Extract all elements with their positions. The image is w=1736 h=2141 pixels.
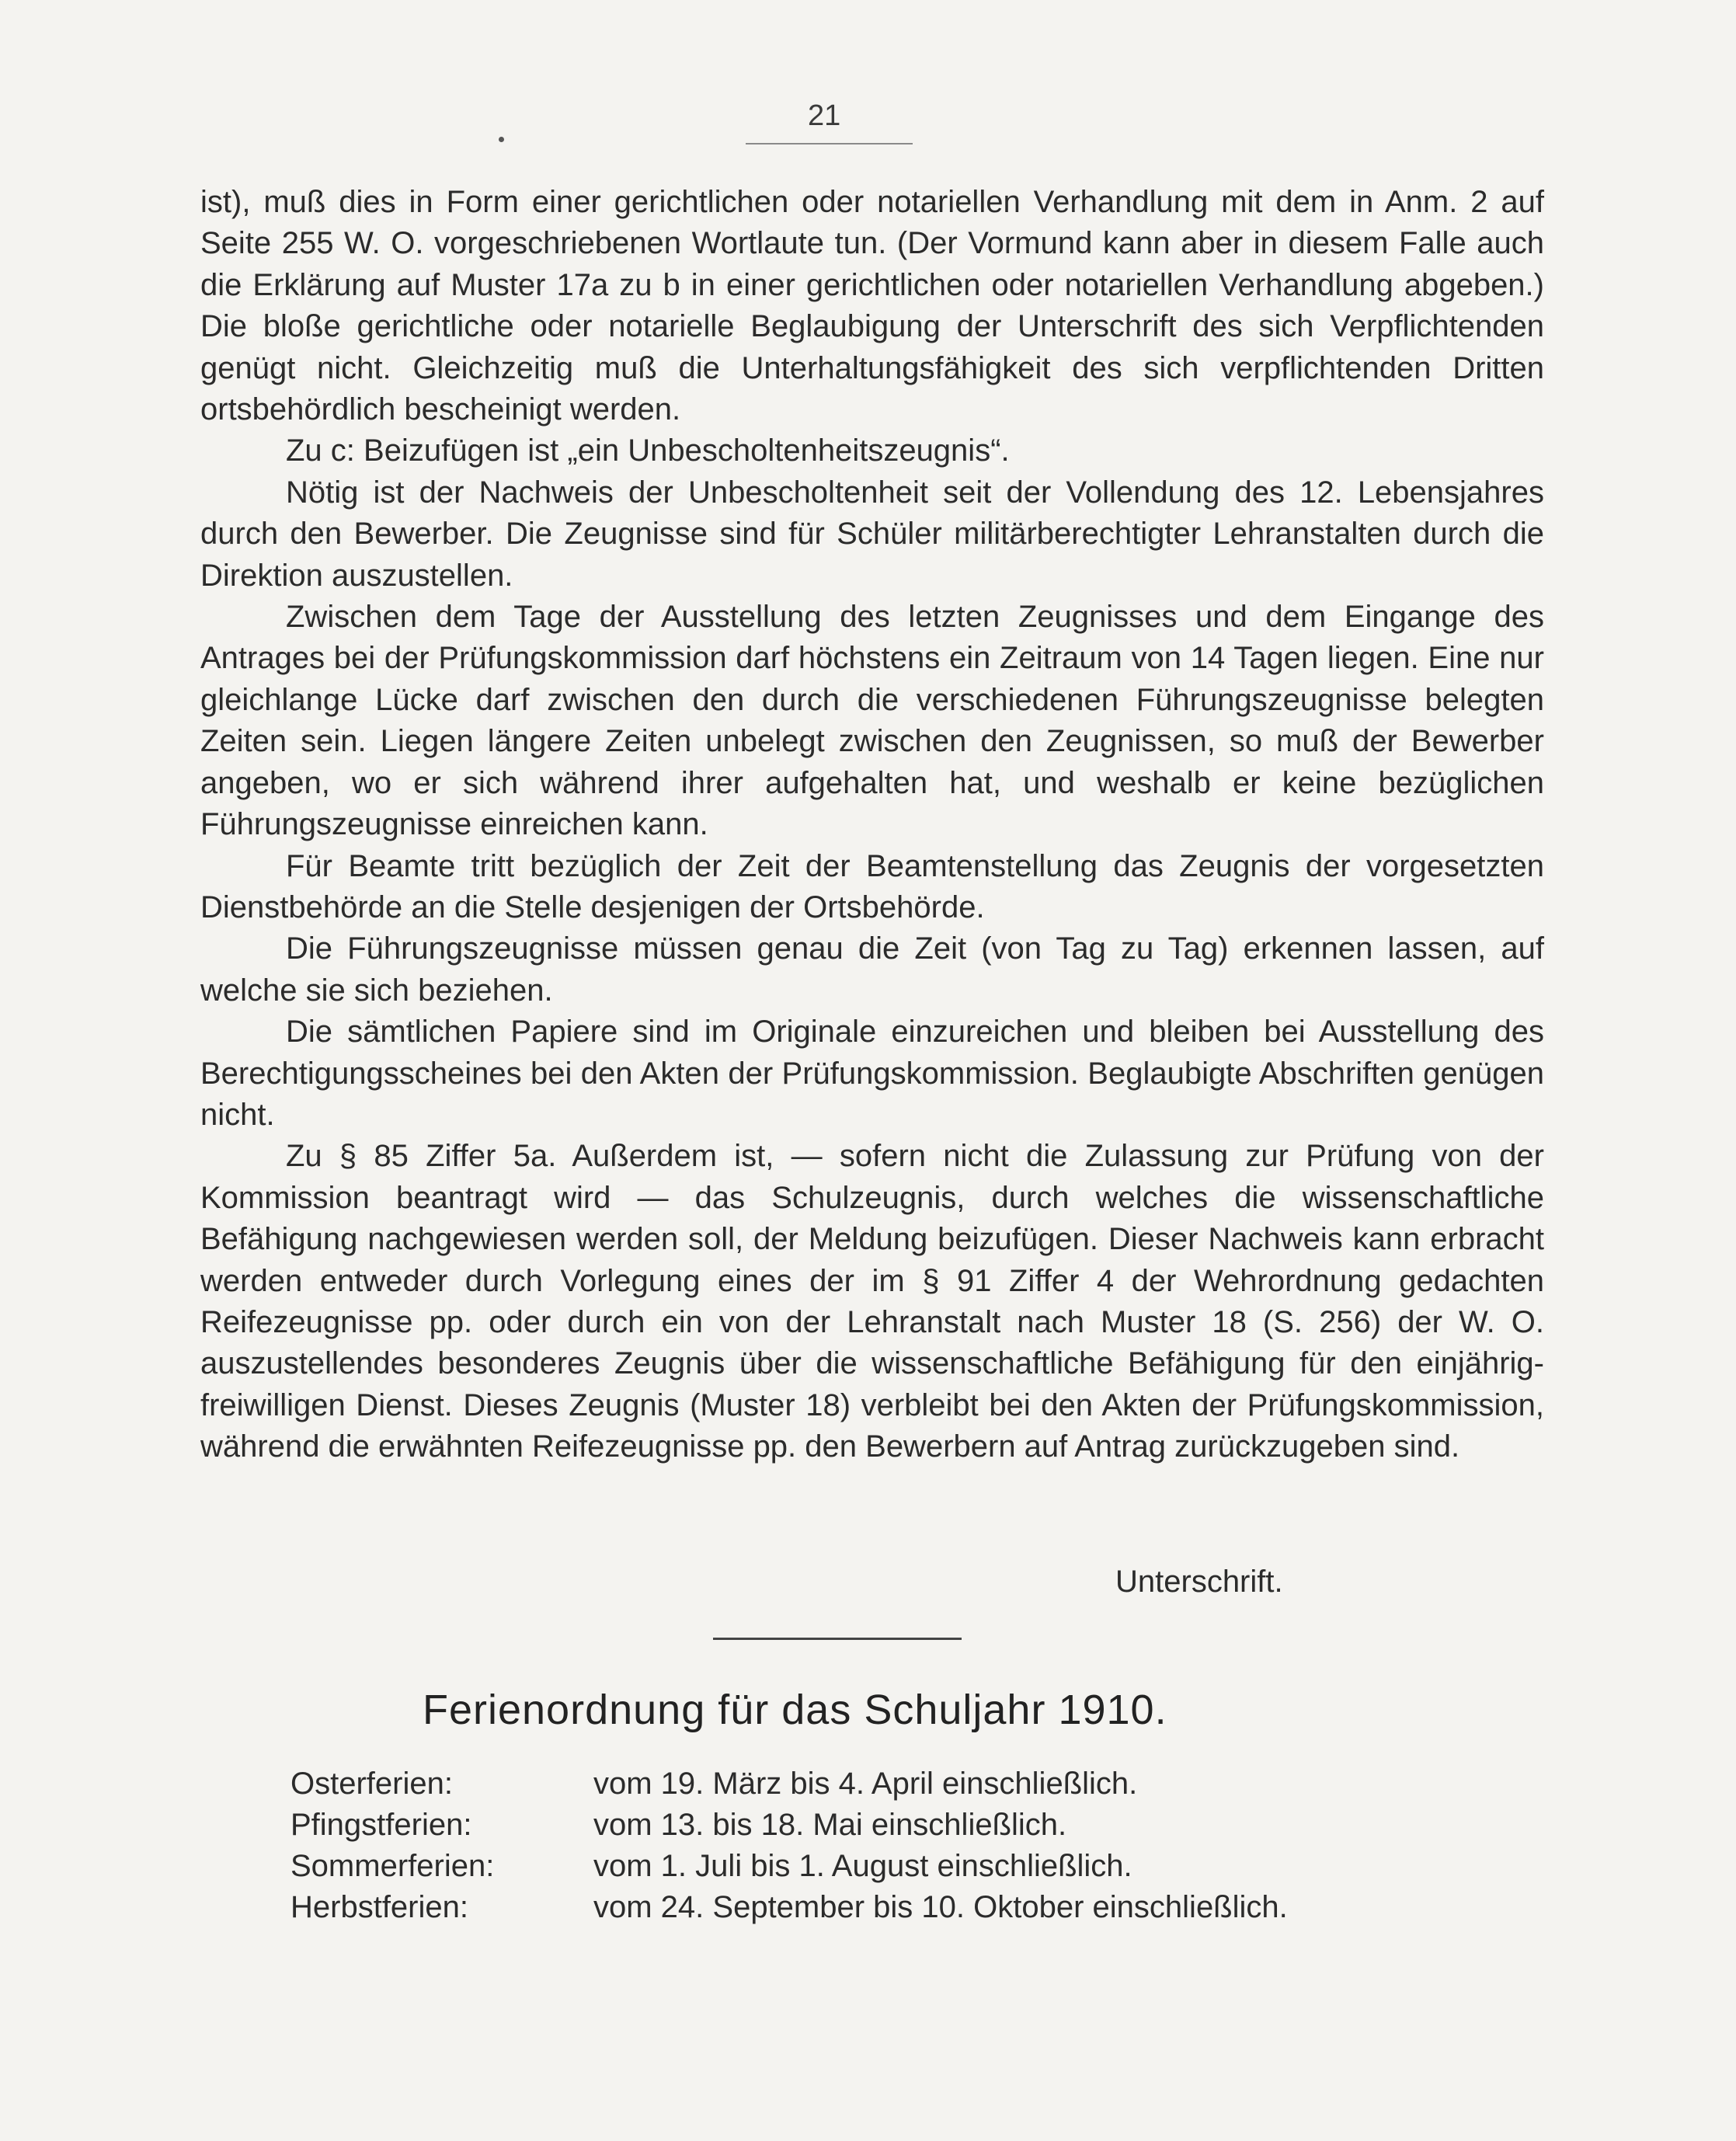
paragraph: Die Führungszeugnisse müssen genau die Zeit (von Tag zu Tag) erkennen lassen, auf welche sie sich beziehen.: [200, 931, 1544, 1008]
ferien-name: Sommerferien:: [290, 1849, 495, 1883]
paragraph: Zu § 85 Ziffer 5a. Außerdem ist, — sofern nicht die Zulassung zur Prüfung von der Kommission beantragt wird — das Schulzeugnis, durch welches die wissenschaftliche Befähigung nachgewiesen werden soll, der Meldung beizufügen. Dieser Nachweis kann erbracht werden entweder durch Vorlegung eines der im § 91 Ziffer 4 der Wehrordnung gedachten Reifezeugnisse pp. oder durch ein von der Lehranstalt nach Muster 18 (S. 256) der W. O. auszustellendes besonderes Zeugnis über die wissenschaftliche Befähigung für den einjährig-freiwilligen Dienst. Dieses Zeugnis (Muster 18) verbleibt bei den Akten der Prüfungskommission, während die erwähnten Reifezeugnisse pp. den Bewerbern auf Antrag zurückzugeben sind.: [200, 1139, 1544, 1464]
paragraph: Die sämtlichen Papiere sind im Originale einzureichen und bleiben bei Ausstellung des Berechtigungsscheines bei den Akten der Prüfungskommission. Beglaubigte Abschriften genügen nicht.: [200, 1015, 1544, 1132]
ferien-dates: vom 1. Juli bis 1. August einschließlich.: [593, 1849, 1132, 1883]
body-text: [200, 182, 1544, 1468]
ferien-name: Herbstferien:: [290, 1890, 468, 1924]
paragraph: Zu c: Beizufügen ist „ein Unbescholtenheitszeugnis“.: [286, 433, 1010, 468]
signature-line: Unterschrift.: [1115, 1565, 1283, 1599]
page-number: 21: [808, 99, 841, 132]
paragraph: Nötig ist der Nachweis der Unbescholtenheit seit der Vollendung des 12. Lebensjahres durch den Bewerber. Die Zeugnisse sind für Schüler militärberechtigter Lehranstalten durch die Direktion auszustellen.: [200, 475, 1544, 593]
ferien-name: Osterferien:: [290, 1767, 453, 1801]
ferien-title: Ferienordnung für das Schuljahr 1910.: [423, 1687, 1167, 1733]
paragraph: Für Beamte tritt bezüglich der Zeit der Beamtenstellung das Zeugnis der vorgesetzten Dienstbehörde an die Stelle desjenigen der Ortsbehörde.: [200, 848, 1544, 924]
ferien-dates: vom 24. September bis 10. Oktober einschließlich.: [593, 1890, 1288, 1924]
page-number-rule: [746, 143, 913, 144]
ink-speck: [499, 137, 504, 142]
ferien-dates: vom 19. März bis 4. April einschließlich.: [593, 1767, 1138, 1801]
paragraph: Zwischen dem Tage der Ausstellung des letzten Zeugnisses und dem Eingange des Antrages bei der Prüfungskommission darf höchstens ein Zeitraum von 14 Tagen liegen. Eine nur gleichlange Lücke darf zwischen den durch die verschiedenen Führungszeugnisse belegten Zeiten sein. Liegen längere Zeiten unbelegt zwischen den Zeugnissen, so muß der Bewerber angeben, wo er sich während ihrer aufgehalten hat, und weshalb er keine bezüglichen Führungszeugnisse einreichen kann.: [200, 600, 1544, 842]
ferien-name: Pfingstferien:: [290, 1808, 472, 1842]
section-divider: [713, 1638, 962, 1640]
paragraph: ist), muß dies in Form einer gerichtlichen oder notariellen Verhandlung mit dem in Anm. 2 auf Seite 255 W. O. vorgeschriebenen Wortlaute tun. (Der Vormund kann aber in diesem Falle auch die Erklärung auf Muster 17a zu b in einer gerichtlichen oder notariellen Verhandlung abgeben.) Die bloße gerichtliche oder notarielle Beglaubigung der Unterschrift des sich Verpflichtenden genügt nicht. Gleichzeitig muß die Unterhaltungsfähigkeit des sich verpflichtenden Dritten ortsbehördlich bescheinigt werden.: [200, 185, 1544, 427]
ferien-dates: vom 13. bis 18. Mai einschließlich.: [593, 1808, 1067, 1842]
